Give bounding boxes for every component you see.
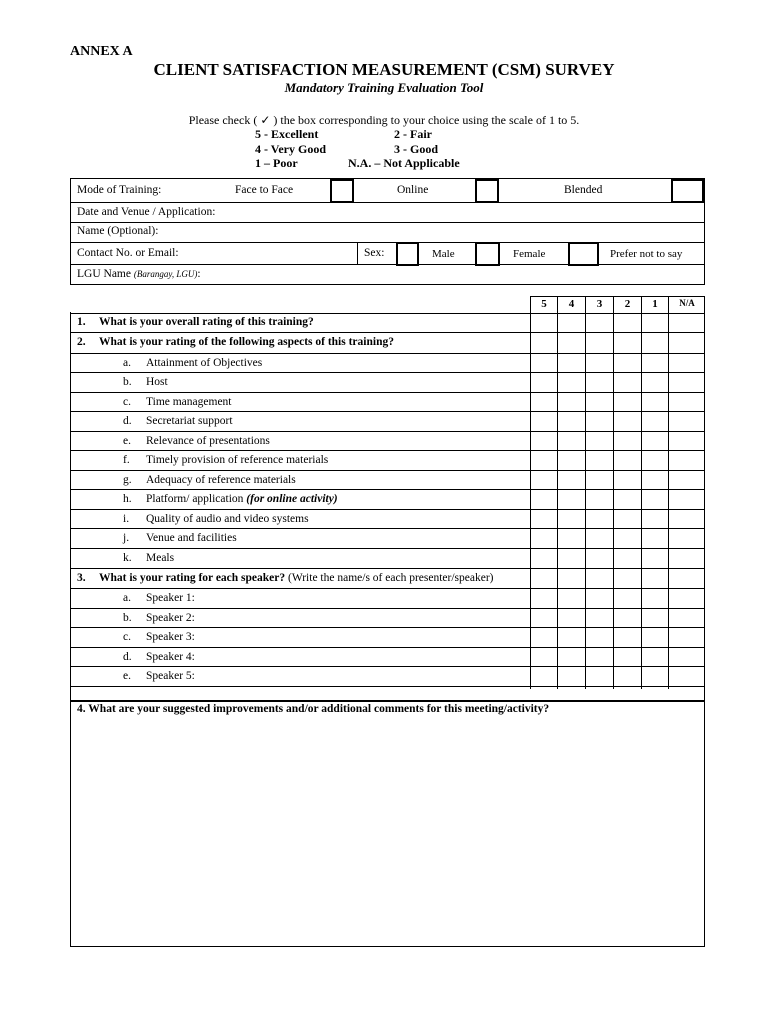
q2-item-letter: e. — [123, 435, 131, 447]
male-checkbox[interactable] — [396, 242, 419, 266]
rating-header-5: 5 — [541, 298, 547, 310]
q2-item-letter: k. — [123, 552, 132, 564]
q2-item-letter: i. — [123, 513, 130, 525]
sex-option-female: Female — [513, 248, 546, 260]
q2-item-h-note: (for online activity) — [246, 493, 338, 505]
comments-box[interactable] — [70, 701, 705, 947]
q3-item-letter: b. — [123, 612, 132, 624]
q3-item-letter: c. — [123, 631, 131, 643]
q2-item-letter: c. — [123, 396, 131, 408]
mode-option-face-to-face: Face to Face — [235, 184, 294, 196]
q2-item-text: Adequacy of reference materials — [146, 474, 296, 486]
q2-item-letter: f. — [123, 454, 130, 466]
rating-header-na: N/A — [679, 298, 695, 308]
q1-text: What is your overall rating of this training? — [99, 316, 314, 328]
q2-text: What is your rating of the following aspects of this training? — [99, 336, 394, 348]
q2-item-text: Venue and facilities — [146, 532, 237, 544]
rating-header-4: 4 — [568, 298, 575, 310]
q3-item-letter: a. — [123, 592, 131, 604]
q3-speaker-label: Speaker 5: — [146, 670, 195, 682]
q2-item-letter: h. — [123, 493, 132, 505]
lgu-colon: : — [197, 268, 201, 280]
q2-item-text: Time management — [146, 396, 232, 408]
sex-option-male: Male — [432, 248, 455, 260]
q2-item-text: Secretariat support — [146, 415, 233, 427]
date-venue-label: Date and Venue / Application: — [77, 206, 216, 218]
q2-item-h-text: Platform/ application — [146, 493, 244, 505]
q2-item-letter: a. — [123, 357, 131, 369]
instructions-text: Please check ( ✓ ) the box corresponding to your choice using the scale of 1 to 5. — [188, 113, 580, 127]
q2-item-text: Timely provision of reference materials — [146, 454, 329, 466]
rating-header-3: 3 — [596, 298, 603, 310]
contact-label: Contact No. or Email: — [77, 247, 179, 259]
sex-label: Sex: — [364, 247, 385, 259]
scale-na: N.A. – Not Applicable — [348, 156, 460, 170]
prefer-not-to-say-checkbox[interactable] — [568, 242, 599, 266]
scale-very-good: 4 - Very Good — [255, 142, 327, 156]
scale-excellent: 5 - Excellent — [255, 127, 319, 141]
page-subtitle: Mandatory Training Evaluation Tool — [284, 80, 484, 95]
scale-fair: 2 - Fair — [394, 127, 432, 141]
mode-option-online: Online — [397, 184, 429, 196]
scale-good: 3 - Good — [394, 142, 439, 156]
online-checkbox[interactable] — [475, 179, 499, 203]
q3-speaker-label: Speaker 3: — [146, 631, 195, 643]
q3-item-letter: e. — [123, 670, 131, 682]
face-to-face-checkbox[interactable] — [330, 179, 354, 203]
q2-item-text: Host — [146, 376, 168, 388]
q3-note: (Write the name/s of each presenter/speaker) — [288, 572, 494, 584]
rating-header-1: 1 — [652, 298, 658, 310]
q2-item-letter: d. — [123, 415, 132, 427]
q2-item-text: Relevance of presentations — [146, 435, 270, 447]
q1-number: 1. — [77, 316, 86, 328]
q2-item-letter: g. — [123, 474, 132, 486]
q3-number: 3. — [77, 572, 86, 584]
q2-item-text: Attainment of Objectives — [146, 357, 263, 369]
q3-text-row — [99, 572, 493, 584]
q2-item-letter: b. — [123, 376, 132, 388]
q2-item-text: Quality of audio and video systems — [146, 513, 309, 525]
lgu-name-label — [77, 268, 201, 280]
mode-option-blended: Blended — [564, 184, 603, 196]
mode-of-training-label: Mode of Training: — [77, 184, 162, 196]
q2-item-text — [146, 493, 338, 505]
q3-text: What is your rating for each speaker? — [99, 572, 286, 584]
female-checkbox[interactable] — [475, 242, 500, 266]
sex-option-prefer-not: Prefer not to say — [610, 248, 683, 260]
q2-item-letter: j. — [123, 532, 130, 544]
lgu-label: LGU Name — [77, 268, 131, 280]
annex-label: ANNEX A — [70, 44, 133, 59]
rating-header-2: 2 — [624, 298, 631, 310]
name-label: Name (Optional): — [77, 225, 159, 237]
page-title: CLIENT SATISFACTION MEASUREMENT (CSM) SURVEY — [153, 60, 615, 79]
q4-text: 4. What are your suggested improvements and/or additional comments for this meeting/activity? — [77, 703, 550, 715]
blended-checkbox[interactable] — [671, 179, 704, 203]
lgu-hint: (Barangay, LGU) — [133, 269, 198, 279]
q2-item-text: Meals — [146, 552, 175, 564]
scale-poor: 1 – Poor — [255, 156, 298, 170]
q2-number: 2. — [77, 336, 86, 348]
q3-speaker-label: Speaker 4: — [146, 651, 195, 663]
q3-speaker-label: Speaker 2: — [146, 612, 195, 624]
q3-item-letter: d. — [123, 651, 132, 663]
q3-speaker-label: Speaker 1: — [146, 592, 195, 604]
